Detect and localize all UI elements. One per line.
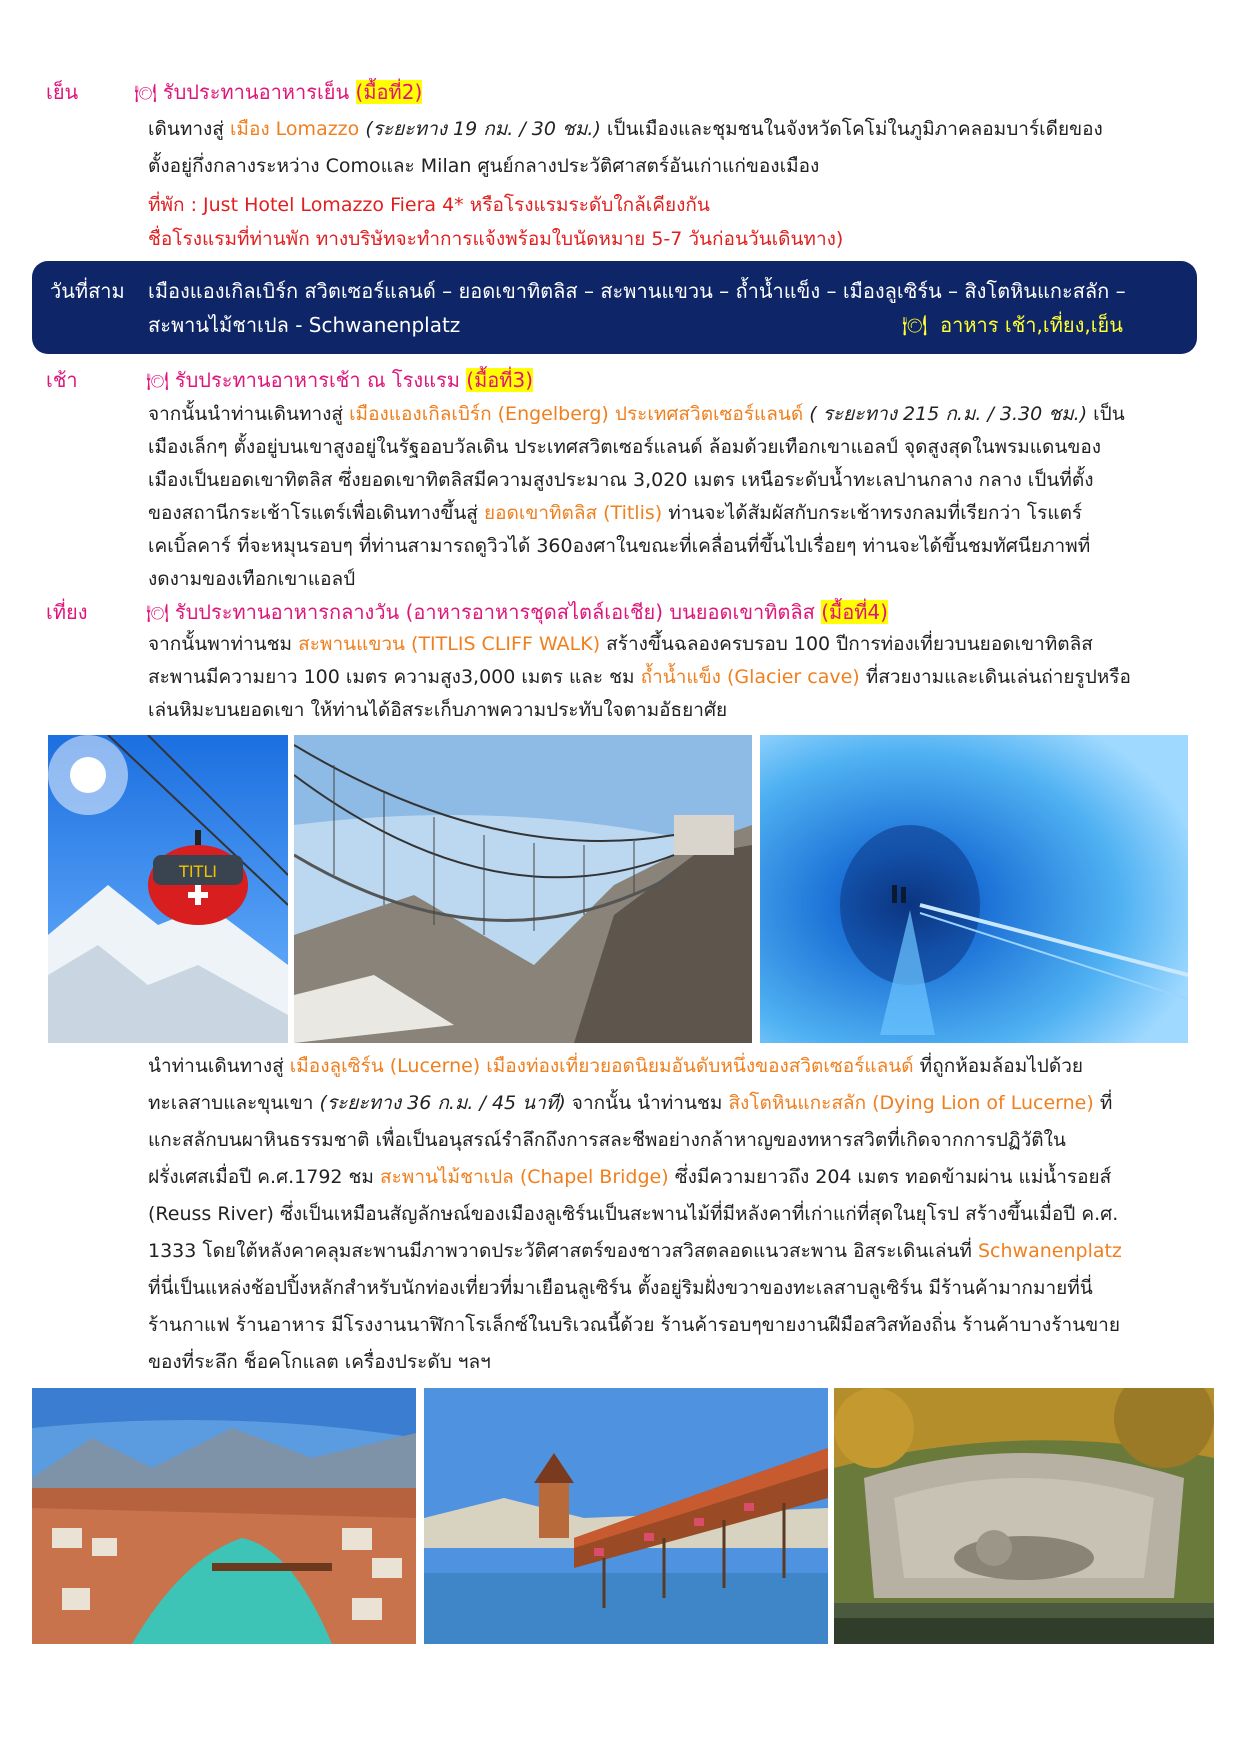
route-line-1: เมืองแองเกิลเบิร์ก สวิตเซอร์แลนด์ – ยอดเขาทิตลิส – สะพานแขวน – ถ้ำน้ำแข็ง – เมืองลูเซิร์น – สิงโตหินแกะสลัก – — [148, 279, 1126, 303]
lucerne-line-1: นำท่านเดินทางสู่ เมืองลูเซิร์น (Lucerne) เมืองท่องเที่ยวยอดนิยมอันดับหนึ่งของสวิตเซอร์แลนด์ ที่ถูกห้อมล้อมไปด้วย — [148, 1055, 1083, 1077]
lucerne-line-8: ร้านกาแฟ ร้านอาหาร มีโรงงานนาฬิกาโรเล็กซ์ในบริเวณนี้ด้วย ร้านค้ารอบๆขายงานฝีมือสวิสท้องถิ่น ร้านค้าบางร้านขาย — [148, 1314, 1120, 1336]
chapel-bridge-photo — [424, 1388, 828, 1644]
lucerne-line-7: ที่นี่เป็นแหล่งช้อปปิ้งหลักสำหรับนักท่องเที่ยวที่มาเยือนลูเซิร์น ตั้งอยู่ริมฝั่งขวาของทะเลสาบลูเซิร์น มีร้านค้ามากมายที่นี่ — [148, 1277, 1093, 1299]
morning-line-4: ของสถานีกระเช้าโรแตร์เพื่อเดินทางขึ้นสู่ ยอดเขาทิตลิส (Titlis) ท่านจะได้สัมผัสกับกระเช้าทรงกลมที่เรียกว่า โรแตร์ — [148, 502, 1083, 524]
evening-label: เย็น — [46, 80, 79, 104]
noon-line-2: สะพานมีความยาว 100 เมตร ความสูง3,000 เมตร และ ชม ถ้ำน้ำแข็ง (Glacier cave) ที่สวยงามและเดินเล่นถ่ายรูปหรือ — [148, 666, 1131, 688]
dish-icon: 🍽 — [146, 603, 169, 624]
evening-line-2: ตั้งอยู่กึ่งกลางระหว่าง Comoและ Milan ศูนย์กลางประวัติศาสตร์อันเก่าแก่ของเมือง — [148, 155, 820, 177]
gondola-sign: TITLI — [179, 862, 217, 881]
meal-tag: (มื้อที่4) — [821, 600, 888, 624]
evening-meal: 🍽 รับประทานอาหารเย็น (มื้อที่2) — [134, 80, 423, 104]
glacier-cave-photo — [760, 735, 1188, 1043]
dish-icon: 🍽 — [134, 83, 157, 104]
meal-tag: (มื้อที่2) — [355, 80, 423, 104]
meal-tag: (มื้อที่3) — [466, 368, 534, 392]
lucerne-line-2: ทะเลสาบและขุนเขา (ระยะทาง 36 ก.ม. / 45 นาที) จากนั้น นำท่านชม สิงโตหินแกะสลัก (Dying Lion of Lucerne) ที่ — [148, 1092, 1113, 1114]
lucerne-line-9: ของที่ระลึก ช็อคโกแลต เครื่องประดับ ฯลฯ — [148, 1351, 491, 1373]
dish-icon: 🍽 — [146, 371, 169, 392]
noon-line-1: จากนั้นพาท่านชม สะพานแขวน (TITLIS CLIFF WALK) สร้างขึ้นฉลองครบรอบ 100 ปีการท่องเที่ยวบนยอดเขาทิตลิส — [148, 633, 1093, 655]
lucerne-city-photo — [32, 1388, 416, 1644]
noon-meal: 🍽 รับประทานอาหารกลางวัน (อาหารอาหารชุดสไตล์เอเชีย) บนยอดเขาทิตลิส (มื้อที่4) — [146, 600, 888, 624]
morning-meal: 🍽 รับประทานอาหารเช้า ณ โรงแรม (มื้อที่3) — [146, 368, 534, 392]
morning-line-1: จากนั้นนำท่านเดินทางสู่ เมืองแองเกิลเบิร์ก (Engelberg) ประเทศสวิตเซอร์แลนด์ ( ระยะทาง 215 ก.ม. / 3.30 ชม.) เป็น — [148, 403, 1125, 425]
morning-label: เช้า — [46, 368, 78, 392]
route-line-2: สะพานไม้ชาเปล - Schwanenplatz — [148, 313, 461, 337]
hotel-info: ที่พัก : Just Hotel Lomazzo Fiera 4* หรือโรงแรมระดับใกล้เคียงกัน — [148, 194, 710, 216]
morning-line-2: เมืองเล็กๆ ตั้งอยู่บนเขาสูงอยู่ในรัฐออบวัลเดิน ประเทศสวิตเซอร์แลนด์ ล้อมด้วยเทือกเขาแอลป์ จุดสูงสุดในพรมแดนของ — [148, 436, 1102, 458]
lucerne-line-6: 1333 โดยใต้หลังคาคลุมสะพานมีภาพวาดประวัติศาสตร์ของชาวสวิสตลอดแนวสะพาน อิสระเดินเล่นที่ Schwanenplatz — [148, 1240, 1122, 1262]
noon-label: เที่ยง — [46, 600, 88, 624]
lion-monument-photo — [834, 1388, 1214, 1644]
hotel-note: ชื่อโรงแรมที่ท่านพัก ทางบริษัทจะทำการแจ้งพร้อมใบนัดหมาย 5-7 วันก่อนวันเดินทาง) — [148, 228, 844, 250]
evening-line-1: เดินทางสู่ เมือง Lomazzo (ระยะทาง 19 กม. / 30 ชม.) เป็นเมืองและชุมชนในจังหวัดโคโม่ในภูมิภาคลอมบาร์เดียของ — [148, 118, 1103, 140]
morning-line-6: งดงามของเทือกเขาแอลป์ — [148, 568, 356, 590]
morning-line-3: เมืองเป็นยอดเขาทิตลิส ซึ่งยอดเขาทิตลิสมีความสูงประมาณ 3,020 เมตร เหนือระดับน้ำทะเลปานกลาง กลาง เป็นที่ตั้ง — [148, 469, 1094, 491]
banner-meals: 🍽 อาหาร เช้า,เที่ยง,เย็น — [902, 313, 1123, 337]
lucerne-line-5: (Reuss River) ซึ่งเป็นเหมือนสัญลักษณ์ของเมืองลูเซิร์นเป็นสะพานไม้ที่มีหลังคาที่เก่าแก่ที่สุดในยุโรป สร้างขึ้นเมื่อปี ค.ศ. — [148, 1203, 1119, 1225]
day-number: วันที่สาม — [50, 279, 125, 303]
day-banner — [32, 261, 1197, 354]
noon-line-3: เล่นหิมะบนยอดเขา ให้ท่านได้อิสระเก็บภาพความประทับใจตามอัธยาศัย — [148, 699, 728, 721]
titlis-gondola-photo — [48, 735, 288, 1043]
lucerne-line-3: แกะสลักบนผาหินธรรมชาติ เพื่อเป็นอนุสรณ์รำลึกถึงการสละชีพอย่างกล้าหาญของทหารสวิตที่เกิดจากการปฏิวัติใน — [148, 1129, 1066, 1151]
lucerne-line-4: ฝรั่งเศสเมื่อปี ค.ศ.1792 ชม สะพานไม้ชาเปล (Chapel Bridge) ซึ่งมีความยาวถึง 204 เมตร ทอดข้ามผ่าน แม่น้ำรอยส์ — [148, 1166, 1112, 1188]
morning-line-5: เคเบิ้ลคาร์ ที่จะหมุนรอบๆ ที่ท่านสามารถดูวิวได้ 360องศาในขณะที่เคลื่อนที่ขึ้นไปเรื่อยๆ ท่านจะได้ขึ้นชมทัศนียภาพที่ — [148, 535, 1091, 557]
dish-icon: 🍽 — [902, 313, 928, 337]
cliff-walk-photo — [294, 735, 752, 1043]
